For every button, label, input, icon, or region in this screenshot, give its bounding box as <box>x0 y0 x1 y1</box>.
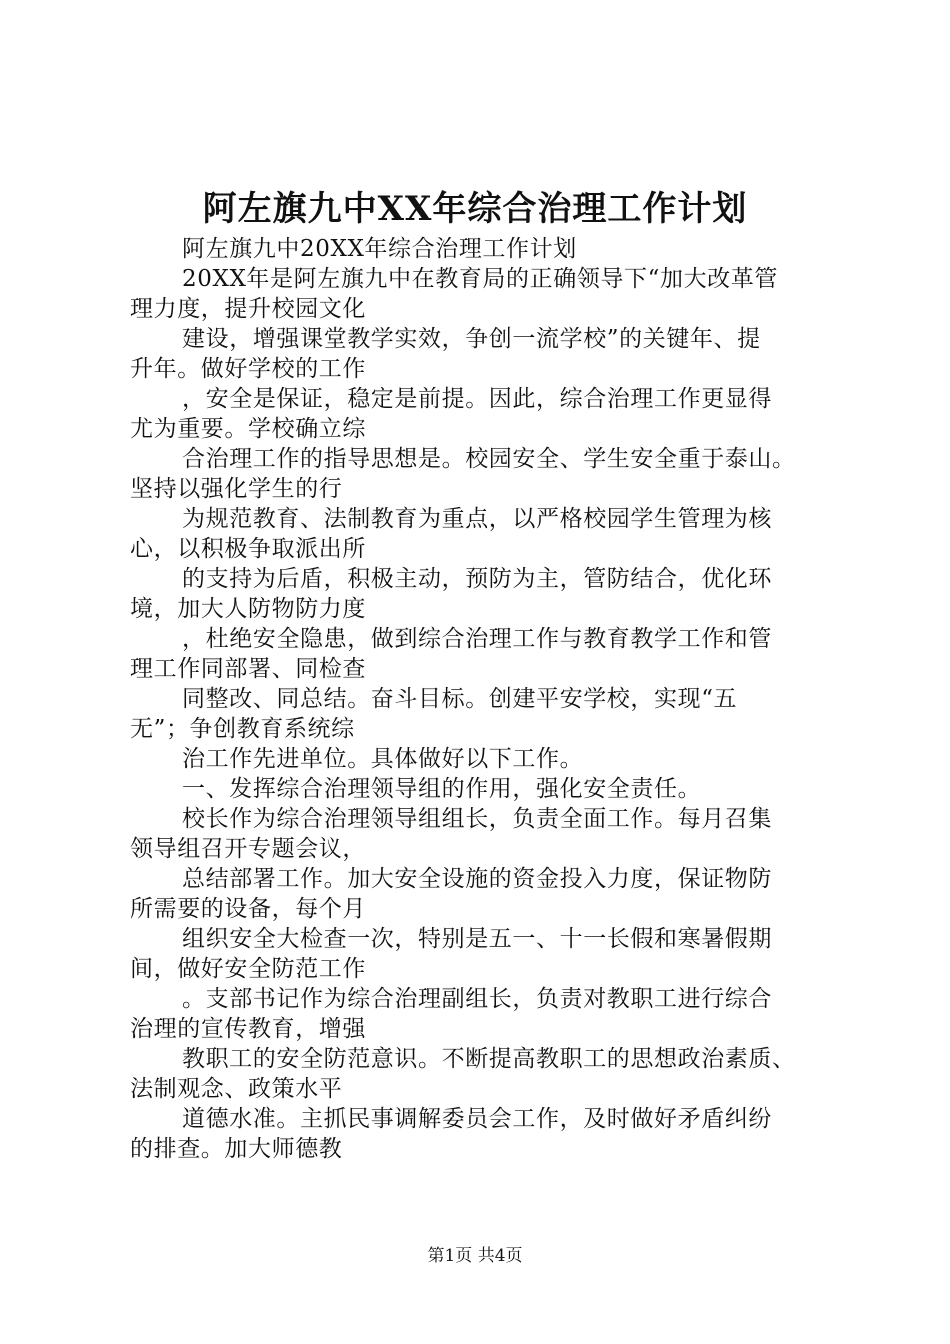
text-line: 尤为重要。学校确立综 <box>130 416 366 442</box>
text-line: 理力度，提升校园文化 <box>130 296 366 322</box>
text-line: 为规范教育、法制教育为重点，以严格校园学生管理为核 <box>182 506 772 532</box>
text-line: 领导组召开专题会议， <box>130 836 366 862</box>
text-line: 所需要的设备，每个月 <box>130 896 366 922</box>
text-line: 同整改、同总结。奋斗目标。创建平安学校，实现“五 <box>182 686 738 712</box>
text-line: 。支部书记作为综合治理副组长，负责对教职工进行综合 <box>182 986 772 1012</box>
text-line: 一、发挥综合治理领导组的作用，强化安全责任。 <box>182 776 702 802</box>
text-line: 教职工的安全防范意识。不断提高教职工的思想政治素质、 <box>182 1046 796 1072</box>
text-line: 法制观念、政策水平 <box>130 1076 343 1102</box>
text-line: 建设，增强课堂教学实效，争创一流学校”的关键年、提 <box>182 326 761 352</box>
text-line: 组织安全大检查一次，特别是五一、十一长假和寒暑假期 <box>182 926 772 952</box>
document-body <box>130 234 830 1164</box>
text-line: 合治理工作的指导思想是。校园安全、学生安全重于泰山。 <box>182 446 796 472</box>
text-line: 理工作同部署、同检查 <box>130 656 366 682</box>
text-line: 20XX年是阿左旗九中在教育局的正确领导下“加大改革管 <box>182 266 778 292</box>
text-line: 无”；争创教育系统综 <box>130 716 355 742</box>
text-line: 间，做好安全防范工作 <box>130 956 366 982</box>
text-line: 道德水准。主抓民事调解委员会工作，及时做好矛盾纠纷 <box>182 1106 772 1132</box>
text-line: 的支持为后盾，积极主动，预防为主，管防结合，优化环 <box>182 566 772 592</box>
text-line: 治工作先进单位。具体做好以下工作。 <box>182 746 584 772</box>
page-footer: 第1页 共4页 <box>427 1246 523 1266</box>
text-line: 坚持以强化学生的行 <box>130 476 343 502</box>
text-line: 境，加大人防物防力度 <box>130 596 366 622</box>
text-line: 总结部署工作。加大安全设施的资金投入力度，保证物防 <box>182 866 772 892</box>
text-line: 的排查。加大师德教 <box>130 1136 343 1162</box>
document-title: 阿左旗九中XX年综合治理工作计划 <box>202 189 748 229</box>
text-line: 升年。做好学校的工作 <box>130 356 366 382</box>
text-line: 阿左旗九中20XX年综合治理工作计划 <box>182 236 577 262</box>
text-line: ，安全是保证，稳定是前提。因此，综合治理工作更显得 <box>182 386 772 412</box>
text-line: 心，以积极争取派出所 <box>130 536 366 562</box>
text-line: 治理的宣传教育，增强 <box>130 1016 366 1042</box>
text-line: ，杜绝安全隐患，做到综合治理工作与教育教学工作和管 <box>182 626 772 652</box>
text-line: 校长作为综合治理领导组组长，负责全面工作。每月召集 <box>182 806 772 832</box>
